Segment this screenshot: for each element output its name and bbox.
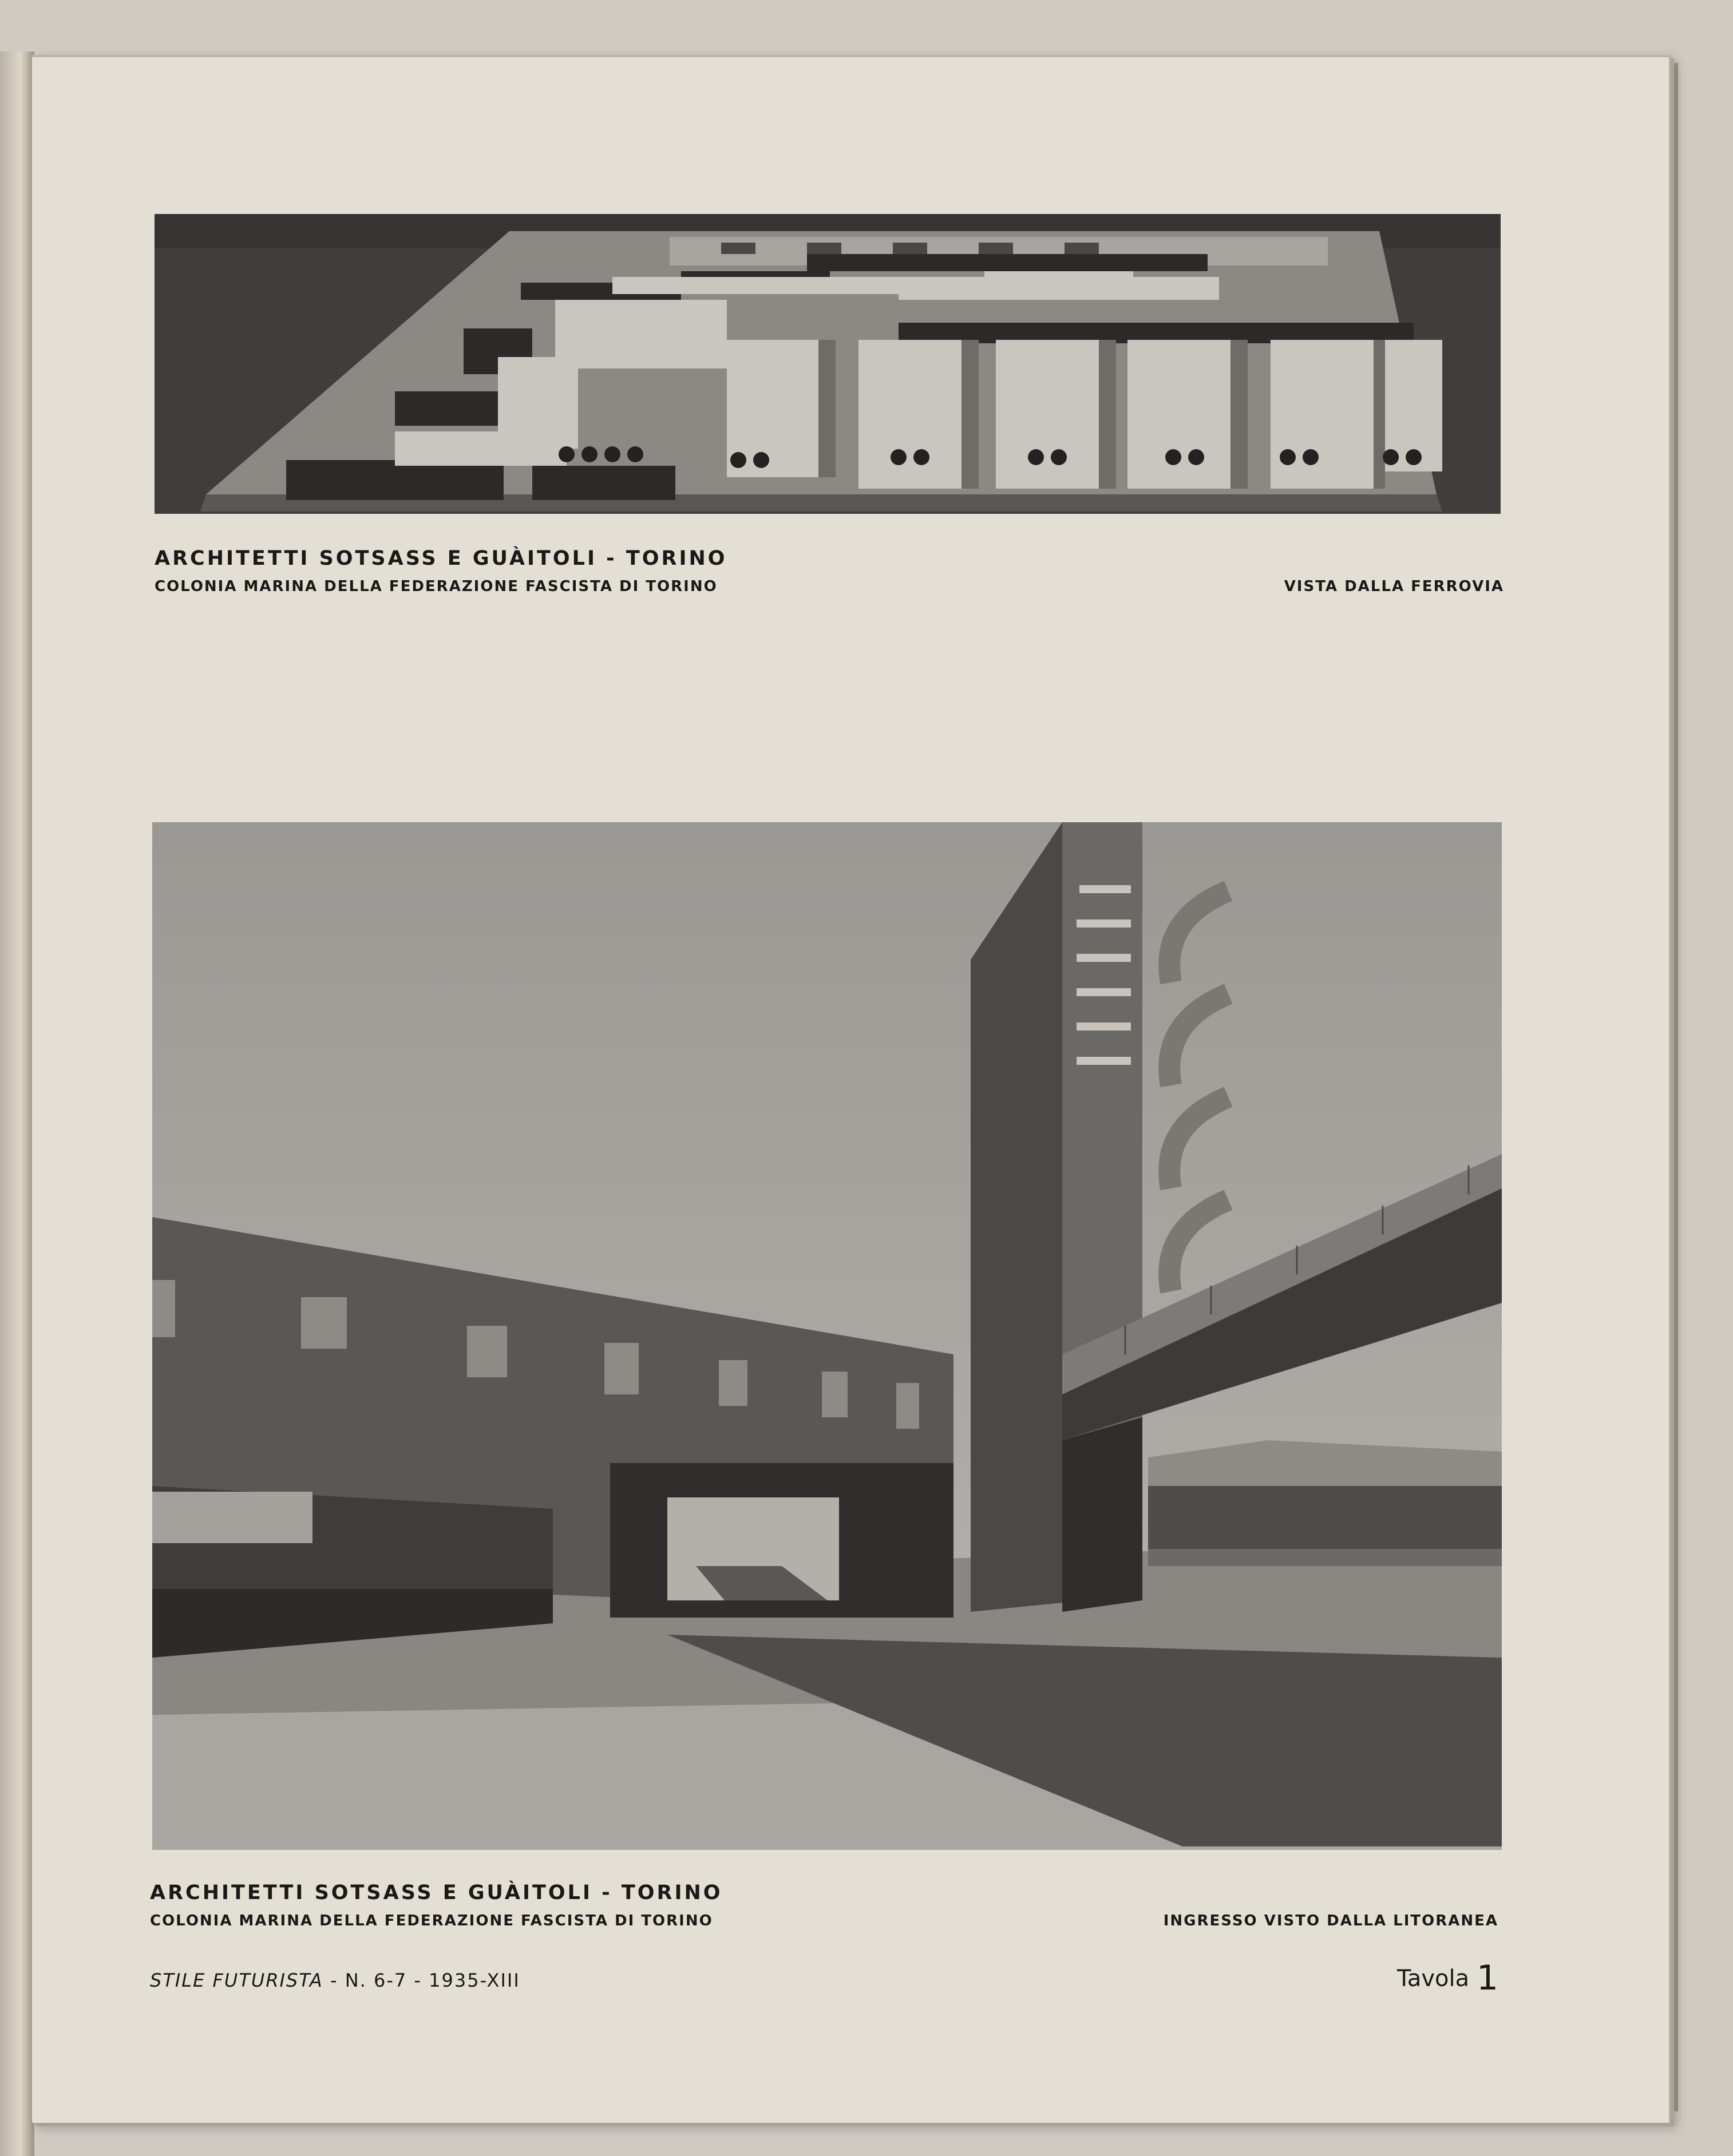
- footer-plate-number: 1: [1476, 1958, 1498, 1998]
- bottom-caption-view: INGRESSO VISTO DALLA LITORANEA: [1163, 1912, 1498, 1929]
- entrance-photo: [152, 822, 1502, 1850]
- bottom-caption-subtitle: COLONIA MARINA DELLA FEDERAZIONE FASCISTA DI TORINO: [150, 1912, 713, 1929]
- facing-page-edge: [0, 51, 34, 2156]
- top-caption-subtitle: COLONIA MARINA DELLA FEDERAZIONE FASCISTA DI TORINO: [155, 578, 718, 595]
- top-caption-title: ARCHITETTI SOTSASS E GUÀITOLI - TORINO: [155, 547, 727, 570]
- footer-issue-line: [150, 1969, 520, 1991]
- footer-plate: [1397, 1958, 1498, 1998]
- model-aerial-photo: [155, 214, 1501, 514]
- footer-plate-label: Tavola: [1397, 1965, 1470, 1992]
- footer-magazine-name: STILE FUTURISTA: [150, 1969, 323, 1991]
- bottom-caption-title: ARCHITETTI SOTSASS E GUÀITOLI - TORINO: [150, 1881, 723, 1904]
- footer-issue: - N. 6-7 - 1935-XIII: [330, 1969, 520, 1991]
- top-caption-view: VISTA DALLA FERROVIA: [1284, 578, 1504, 595]
